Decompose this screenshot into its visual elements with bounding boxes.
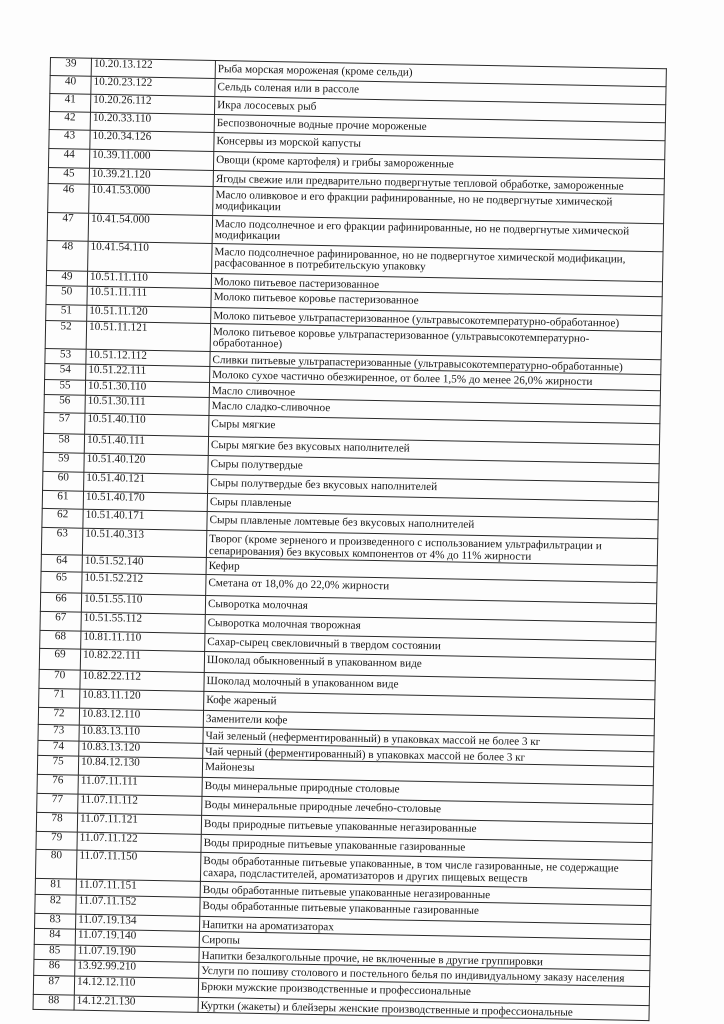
row-number-cell: 62 [42, 508, 83, 528]
product-name-text: Напитки безалкогольные прочие, не включенные в другие группировки [201, 949, 543, 968]
row-number-cell: 60 [43, 471, 84, 491]
row-number-cell: 82 [35, 894, 76, 914]
okpd-code-cell: 10.41.54.000 [88, 213, 212, 243]
product-name-text: Молоко питьевое коровье ультрапастеризованное (ультравысокотемпературно-обработанное) [212, 325, 590, 351]
product-name-text: Чай черный (ферментированный) в упаковках массой не более 3 кг [205, 745, 526, 764]
product-name-text: Масло подсолнечное и его фракции рафинированные, но не подвергнутые химической модификации [214, 217, 630, 243]
product-name-text: Шоколад молочный в упакованном виде [206, 674, 399, 691]
row-number-cell: 45 [48, 167, 89, 183]
row-number-cell: 54 [45, 363, 86, 379]
product-name-text: Сливки питьевые ультрапастеризованные (ультравысокотемпературно-обработанные) [212, 353, 623, 374]
row-number-cell: 69 [39, 648, 80, 670]
row-number-cell: 40 [50, 76, 91, 95]
row-number-cell: 48 [47, 240, 89, 271]
product-name-text: Рыба морская мороженая (кроме сельди) [217, 63, 413, 79]
row-number-cell: 57 [44, 412, 85, 434]
okpd-code-cell: 11.07.19.134 [76, 914, 200, 932]
product-name-text: Масло оливковое и его фракции рафинированные, но не подвергнутые химической модификации [215, 188, 613, 214]
okpd-code-cell: 11.07.11.151 [76, 879, 200, 897]
product-name-text: Сыры полутвердые [210, 458, 303, 472]
okpd-code-cell: 10.20.13.122 [91, 58, 215, 78]
row-number-cell: 71 [39, 688, 80, 708]
product-name-text: Брюки мужские производственные и профессиональные [200, 980, 472, 998]
product-name-text: Молоко питьевое ультрапастеризованное (ультравысокотемпературно-обработанное) [213, 310, 620, 330]
product-name-text: Воды минеральные природные лечебно-столовые [204, 798, 442, 816]
row-number-cell: 58 [43, 433, 84, 453]
product-name-text: Масло сливочное [211, 384, 296, 399]
product-name-text: Воды минеральные природные столовые [204, 779, 400, 796]
row-number-cell: 70 [39, 669, 80, 689]
okpd-code-cell: 10.41.54.110 [88, 241, 213, 273]
product-name-text: Напитки на ароматизаторах [202, 918, 335, 933]
product-name-text: Сыры плавленые [209, 496, 292, 510]
row-number-cell: 47 [47, 212, 89, 241]
product-name-text: Сметана от 18,0% до 22,0% жирности [208, 576, 390, 593]
product-name-text: Молоко питьевое пастеризованное [213, 275, 380, 291]
product-name-text: Сельдь соленая или в рассоле [217, 81, 360, 96]
product-name-text: Масло сладко-сливочное [211, 400, 331, 415]
okpd-code-cell: 10.51.40.120 [84, 453, 208, 474]
product-name-text: Масло подсолнечное рафинированное, но не подвергнутое химической модификации, расфасованное в потребительскую упаковку [214, 245, 626, 273]
okpd-code-cell: 10.51.40.170 [83, 491, 207, 511]
product-name-text: Услуги по пошиву столового и постельного белья по индивидуальному заказу населения [201, 964, 625, 985]
product-name-text: Молоко сухое частично обезжиренное, от более 1,5% до менее 26,0% жирности [212, 369, 593, 388]
row-number-cell: 78 [36, 812, 77, 832]
okpd-code-cell: 10.20.23.122 [91, 76, 215, 96]
row-number-cell: 83 [35, 913, 76, 929]
okpd-code-cell: 10.20.34.126 [90, 130, 214, 151]
okpd-code-cell: 10.20.33.110 [90, 112, 214, 132]
product-name-text: Сыворотка молочная [207, 597, 308, 612]
product-name-text: Кофе жареный [206, 693, 277, 708]
okpd-code-cell: 10.82.22.112 [80, 670, 204, 691]
row-number-cell: 41 [50, 94, 91, 113]
okpd-code-cell: 10.39.21.120 [89, 168, 213, 186]
okpd-code-cell: 10.51.40.111 [84, 434, 208, 455]
okpd-code-cell: 10.83.13.110 [79, 725, 203, 743]
row-number-cell: 77 [37, 793, 78, 813]
row-number-cell: 63 [41, 527, 82, 555]
row-number-cell: 85 [34, 944, 75, 960]
product-name-text: Ягоды свежие или предварительно подвергнутые тепловой обработке, замороженные [215, 173, 624, 193]
product-name-text: Сыры мягкие без вкусовых наполнителей [210, 439, 410, 455]
row-number-cell: 76 [37, 774, 78, 794]
row-number-cell: 80 [35, 849, 77, 879]
row-number-cell: 86 [34, 959, 75, 975]
okpd-code-cell: 10.83.12.110 [79, 708, 203, 727]
product-name-text: Творог (кроме зерненого и произведенного с использованием ультрафильтрации и сепарирования) без вкусовых компонентов от 4% до 11% жирности [208, 532, 602, 563]
okpd-code-cell: 10.82.22.111 [80, 649, 204, 672]
okpd-code-cell: 11.07.19.140 [75, 929, 199, 947]
product-name-text: Чай зеленый (неферментированный) в упаковках массой не более 3 кг [205, 729, 541, 749]
product-name-text: Майонезы [204, 760, 255, 774]
okpd-code-cell: 14.12.12.110 [74, 976, 198, 997]
product-name-text: Икра лососевых рыб [217, 99, 317, 113]
okpd-code-cell: 14.12.21.130 [74, 995, 198, 1013]
okpd-code-cell: 10.51.11.111 [87, 286, 211, 307]
row-number-cell: 68 [40, 630, 81, 649]
product-name-text: Консервы из морской капусты [216, 135, 362, 150]
okpd-code-cell: 11.07.19.190 [75, 945, 199, 963]
product-name-text: Воды обработанные питьевые упакованные негазированные [202, 883, 491, 902]
row-number-cell: 44 [48, 148, 89, 168]
products-table [33, 57, 667, 1021]
okpd-code-cell: 10.51.40.171 [83, 509, 207, 530]
product-name-text: Кефир [208, 559, 240, 573]
product-name-text: Шоколад обыкновенный в упакованном виде [206, 653, 422, 670]
row-number-cell: 50 [46, 285, 87, 305]
row-number-cell: 61 [42, 490, 83, 509]
product-name-text: Воды природные питьевые упакованные газированные [203, 836, 466, 854]
okpd-code-cell: 11.07.11.121 [77, 813, 201, 834]
product-name-text: Воды обработанные питьевые упакованные, в том числе газированные, не содержащие сахара, подсластителей, ароматизаторов и других пищевых веществ [202, 854, 619, 885]
row-number-cell: 65 [41, 571, 82, 593]
okpd-code-cell: 10.51.22.111 [86, 364, 210, 382]
row-number-cell: 81 [35, 878, 76, 894]
okpd-code-cell: 11.07.11.111 [78, 775, 202, 796]
okpd-code-cell: 10.51.52.140 [82, 555, 206, 574]
okpd-code-cell: 10.51.11.121 [86, 321, 210, 351]
okpd-code-cell: 10.51.55.110 [81, 593, 205, 614]
okpd-code-cell: 10.51.30.111 [85, 395, 209, 415]
row-number-cell: 39 [50, 58, 91, 77]
row-number-cell: 87 [33, 975, 74, 995]
row-number-cell: 42 [49, 112, 90, 131]
products-table-body [33, 58, 666, 1021]
okpd-code-cell: 10.83.13.120 [79, 741, 203, 759]
product-name-text: Куртки (жакеты) и блейзеры женские производственные и профессиональные [200, 999, 573, 1019]
product-name-text: Овощи (кроме картофеля) и грибы замороженные [216, 154, 454, 171]
okpd-code-cell: 10.84.12.130 [78, 756, 202, 777]
product-name-text: Беспозвоночные водные прочие мороженые [216, 117, 427, 133]
row-number-cell: 67 [40, 611, 81, 631]
row-number-cell: 88 [33, 994, 74, 1010]
okpd-code-cell: 10.51.11.110 [87, 271, 211, 289]
row-number-cell: 52 [45, 320, 87, 349]
okpd-code-cell: 11.07.11.150 [76, 850, 201, 881]
product-name-text: Сыры полутвердые без вкусовых наполнителей [210, 477, 438, 494]
product-name-text: Сыворотка молочная творожная [207, 616, 361, 632]
okpd-code-cell: 10.51.55.112 [81, 612, 205, 633]
okpd-code-cell: 10.51.40.110 [85, 413, 209, 436]
row-number-cell: 49 [46, 270, 87, 286]
okpd-code-cell: 10.51.40.313 [82, 528, 206, 557]
products-table-wrapper [33, 57, 667, 1021]
product-name-text: Заменители кофе [205, 712, 288, 727]
row-number-cell: 55 [44, 379, 85, 395]
okpd-code-cell: 11.07.11.122 [77, 832, 201, 852]
okpd-code-cell: 10.51.30.110 [85, 380, 209, 398]
okpd-code-cell: 10.39.11.000 [89, 149, 213, 170]
okpd-code-cell: 10.51.52.212 [82, 572, 206, 595]
okpd-code-cell: 10.83.11.120 [80, 689, 204, 710]
product-name-text: Сыры плавленые ломтевые без вкусовых наполнителей [209, 514, 475, 531]
product-name-text: Сиропы [201, 933, 241, 947]
row-number-cell: 75 [37, 755, 78, 775]
okpd-code-cell: 11.07.11.112 [78, 794, 202, 815]
product-name-text: Воды обработанные питьевые упакованные газированные [202, 899, 480, 917]
okpd-code-cell: 10.51.11.120 [87, 305, 211, 323]
row-number-cell: 46 [48, 183, 90, 213]
product-name-text: Воды природные питьевые упакованные негазированные [203, 817, 477, 835]
okpd-code-cell: 10.41.53.000 [89, 184, 214, 215]
row-number-cell: 79 [36, 831, 77, 850]
product-name-text: Молоко питьевое коровье пастеризованное [213, 291, 419, 307]
row-number-cell: 43 [49, 129, 90, 149]
row-number-cell: 72 [38, 707, 79, 725]
okpd-code-cell: 11.07.11.152 [76, 895, 200, 916]
product-name-text: Сыры мягкие [211, 418, 276, 432]
row-number-cell: 56 [44, 394, 85, 413]
row-number-cell: 53 [45, 348, 86, 364]
row-number-cell: 66 [40, 592, 81, 612]
okpd-code-cell: 10.81.11.110 [81, 631, 205, 651]
okpd-code-cell: 10.51.40.121 [84, 472, 208, 493]
product-name-text: Сахар-сырец свекловичный в твердом состоянии [207, 635, 441, 653]
row-number-cell: 84 [34, 928, 75, 944]
row-number-cell: 64 [41, 554, 82, 572]
row-number-cell: 73 [38, 724, 79, 740]
row-number-cell: 74 [38, 740, 79, 756]
okpd-code-cell: 10.51.12.112 [86, 349, 210, 367]
row-number-cell: 51 [46, 304, 87, 320]
row-number-cell: 59 [43, 452, 84, 472]
okpd-code-cell: 10.20.26.112 [90, 94, 214, 114]
okpd-code-cell: 13.92.99.210 [75, 960, 199, 978]
